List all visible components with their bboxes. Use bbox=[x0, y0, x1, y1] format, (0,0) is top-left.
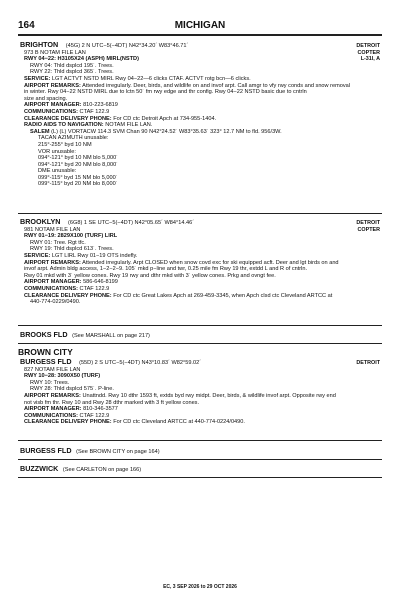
cross-reference-text: (See BROWN CITY on page 164) bbox=[76, 449, 160, 455]
clearance-text: 440-774-0229/0490. bbox=[30, 299, 81, 306]
cross-reference-text: (See MARSHALL on page 217) bbox=[72, 333, 150, 339]
comm-text: CTAF 122.9 bbox=[79, 285, 110, 292]
navaid-restriction: TACAN AZIMUTH unusable: bbox=[38, 135, 109, 142]
remarks-text: Attended irregularly. Arpt CLOSED when snow covd exc for ski equipped acft. Deer and lgt birds on and bbox=[82, 259, 339, 266]
service-line bbox=[20, 76, 364, 83]
remarks-text: Attended irregularly. Deer, birds, and wildlife on and invof arpt. Call amgr to vfy rwy conds and snow removal bbox=[82, 82, 351, 89]
clearance-line bbox=[20, 293, 364, 300]
radio-aids-text: NOTAM FILE LAN. bbox=[105, 122, 153, 129]
clearance-line bbox=[20, 116, 364, 123]
remarks-text: Unattndd. Rwy 10 dthr 1593 ft, extds byd rwy midpt. Deer, birds, & wildlife invof arpt. Opposite rwy end bbox=[82, 392, 336, 399]
remarks-line bbox=[20, 393, 364, 400]
cross-reference-burgess bbox=[20, 446, 160, 455]
remarks-line bbox=[20, 83, 364, 90]
airport-name: BROOKS FLD bbox=[20, 330, 68, 339]
manager-phone: 586-646-8199 bbox=[83, 279, 118, 286]
navaid-restriction: DME unusable: bbox=[38, 168, 77, 175]
entry-divider bbox=[18, 477, 382, 478]
airport-info: (45G) 2 N UTC−5(−4DT) N42°34.20´ W83°46.71´ bbox=[65, 43, 189, 49]
manager-phone: 810-223-6819 bbox=[83, 102, 118, 109]
page-header bbox=[0, 0, 400, 32]
runway-line: RWY 04−22: H3105X24 (ASPH) MIRL(NSTD) bbox=[24, 56, 139, 63]
manager-line bbox=[20, 279, 364, 286]
service-label: SERVICE: bbox=[24, 75, 51, 82]
remarks-line bbox=[20, 260, 364, 267]
remarks-text: in winter. Rwy 04−22 NSTD MIRL due to lctn 50´ fm rwy edge and thr config. Rwy 04−22 NSTD basic due to cntrln bbox=[24, 89, 307, 96]
page-number: 164 bbox=[18, 20, 35, 31]
airport-title-line bbox=[20, 42, 364, 50]
manager-phone: 810-346-3577 bbox=[83, 406, 118, 413]
service-text: LGT LIRL Rwy 01−19 OTS indefly. bbox=[51, 252, 138, 259]
radio-aids-label: RADIO AIDS TO NAVIGATION: bbox=[24, 122, 104, 129]
airport-name: BURGESS FLD bbox=[20, 359, 72, 366]
cross-reference-buzzwick bbox=[20, 464, 141, 473]
navaid-restriction: 094°-121° byd 20 NM blo 8,000´ bbox=[38, 161, 119, 168]
clearance-line bbox=[20, 419, 364, 426]
airport-name: BURGESS FLD bbox=[20, 446, 72, 455]
comm-label: COMMUNICATIONS: bbox=[24, 412, 78, 419]
airport-elevation: 981 NOTAM FILE LAN bbox=[24, 226, 81, 233]
airport-info: (6G8) 1 SE UTC−5(−4DT) N42°05.65´ W84°14.46´ bbox=[68, 220, 195, 226]
navaid-restriction: 099°-115° byd 15 NM blo 5,000´ bbox=[38, 174, 118, 181]
chart-ref: COPTER bbox=[357, 49, 380, 56]
runway-end-line: RWY 22: Thld dsplcd 365´. Trees. bbox=[30, 69, 114, 76]
entry-divider bbox=[18, 325, 382, 326]
service-text: LGT ACTVT NSTD MIRL Rwy 04−22—6 clicks CTAF. ACTVT rotg bcn—6 clicks. bbox=[51, 75, 251, 82]
chart-ref: L-31I, A bbox=[360, 56, 380, 63]
manager-line bbox=[20, 102, 364, 109]
chart-ref: COPTER bbox=[357, 226, 380, 233]
navaid-restriction: 215°-255° byd 10 NM bbox=[38, 141, 92, 148]
cross-reference-brooks bbox=[20, 330, 150, 339]
comm-line bbox=[20, 413, 364, 420]
remarks-text: size and spacing. bbox=[24, 95, 68, 102]
cross-reference-text: (See CARLETON on page 166) bbox=[62, 467, 142, 473]
comm-label: COMMUNICATIONS: bbox=[24, 108, 78, 115]
entry-divider bbox=[18, 213, 382, 214]
airport-elevation: 827 NOTAM FILE LAN bbox=[24, 366, 81, 373]
navaid-restriction: 099°-115° byd 20 NM blo 8,000´ bbox=[38, 181, 118, 188]
airport-elevation: 973 B NOTAM FILE LAN bbox=[24, 49, 86, 56]
entry-divider bbox=[18, 343, 382, 344]
chart-ref: DETROIT bbox=[356, 220, 380, 226]
airport-entry-burgess bbox=[20, 359, 364, 426]
airport-entry-brooklyn bbox=[20, 219, 364, 306]
runway-end-line: RWY 01: Tree. Rgt tfc. bbox=[30, 239, 86, 246]
remarks-label: AIRPORT REMARKS: bbox=[24, 82, 81, 89]
runway-end-line: RWY 04: Thld dsplcd 195´. Trees. bbox=[30, 62, 114, 69]
runway-end-line: RWY 28: Thld dsplcd 575´. P-line. bbox=[30, 386, 114, 393]
navaid-restriction: VOR unusable: bbox=[38, 148, 76, 155]
header-rule bbox=[18, 34, 382, 36]
chart-ref: DETROIT bbox=[356, 43, 380, 49]
airport-name: BUZZWICK bbox=[20, 464, 59, 473]
service-line bbox=[20, 253, 364, 260]
state-title: MICHIGAN bbox=[174, 20, 226, 31]
chart-ref: DETROIT bbox=[356, 360, 380, 366]
airport-entry-brighton bbox=[20, 42, 364, 188]
comm-label: COMMUNICATIONS: bbox=[24, 285, 78, 292]
runway-end-line: RWY 19: Thld dsplcd 613´. Trees. bbox=[30, 246, 114, 253]
comm-line bbox=[20, 286, 364, 293]
entry-divider bbox=[18, 459, 382, 460]
manager-label: AIRPORT MANAGER: bbox=[24, 406, 82, 413]
manager-label: AIRPORT MANAGER: bbox=[24, 102, 82, 109]
manager-line bbox=[20, 406, 364, 413]
airport-name: BRIGHTON bbox=[20, 42, 59, 49]
navaid-line bbox=[20, 129, 364, 136]
clearance-label: CLEARANCE DELIVERY PHONE: bbox=[24, 419, 112, 426]
clearance-text: For CD ctc Great Lakes Apch at 269-459-3345, when Apch clsd ctc Cleveland ARTCC at bbox=[113, 292, 333, 299]
comm-text: CTAF 122.9 bbox=[79, 412, 110, 419]
service-label: SERVICE: bbox=[24, 252, 51, 259]
page-footer: EC, 3 SEP 2026 to 29 OCT 2026 bbox=[163, 584, 237, 590]
radio-aids-line bbox=[20, 122, 364, 129]
entry-divider bbox=[18, 440, 382, 441]
runway-end-line: RWY 10: Trees. bbox=[30, 379, 70, 386]
clearance-text: For CD ctc Cleveland ARTCC at 440-774-0224/0490. bbox=[113, 419, 245, 426]
comm-line bbox=[20, 109, 364, 116]
manager-label: AIRPORT MANAGER: bbox=[24, 279, 82, 286]
airport-info: (55D) 2 S UTC−5(−4DT) N43°10.83´ W82°59.02´ bbox=[79, 360, 202, 366]
airport-name: BROOKLYN bbox=[20, 219, 61, 226]
remarks-label: AIRPORT REMARKS: bbox=[24, 392, 81, 399]
airport-title-line bbox=[20, 219, 364, 227]
navaid-restriction: 094°-121° byd 10 NM blo 5,000´ bbox=[38, 155, 119, 162]
navaid-name: SALEM bbox=[30, 128, 50, 135]
runway-line: RWY 10−28: 3090X50 (TURF) bbox=[24, 373, 101, 380]
remarks-text: invof arpt. Admin bldg access, 1−2−2−9. 105´ mkd p−line and twr, 0.25 mile fm Rwy 19 thr, extdd L and R of cntrln. bbox=[24, 266, 308, 273]
remarks-label: AIRPORT REMARKS: bbox=[24, 259, 81, 266]
remarks-text: Rwy 01 mkd with 3´ yellow cones. Rwy 19 rwy and dthr mkd with 3´ yellow cones. Prkg and ovngt fee. bbox=[24, 272, 276, 279]
navaid-text: (L) (L) VORTACW 114.3 SVM Chan 90 N42°24.52´ W83°35.63´ 323° 12.7 NM to fld. 956/3W. bbox=[51, 128, 282, 135]
comm-text: CTAF 122.9 bbox=[79, 108, 110, 115]
clearance-text: For CD ctc Detroit Apch at 734-955-1404. bbox=[113, 115, 217, 122]
clearance-label: CLEARANCE DELIVERY PHONE: bbox=[24, 292, 112, 299]
city-heading: BROWN CITY bbox=[18, 347, 73, 357]
airport-title-line bbox=[20, 359, 364, 367]
remarks-text: not visb fm thr. Rwy 10 and Rwy 28 dthr marked with 3 ft yellow cones. bbox=[24, 399, 200, 406]
clearance-label: CLEARANCE DELIVERY PHONE: bbox=[24, 115, 112, 122]
runway-line: RWY 01−19: 2829X100 (TURF) LIRL bbox=[24, 233, 118, 240]
